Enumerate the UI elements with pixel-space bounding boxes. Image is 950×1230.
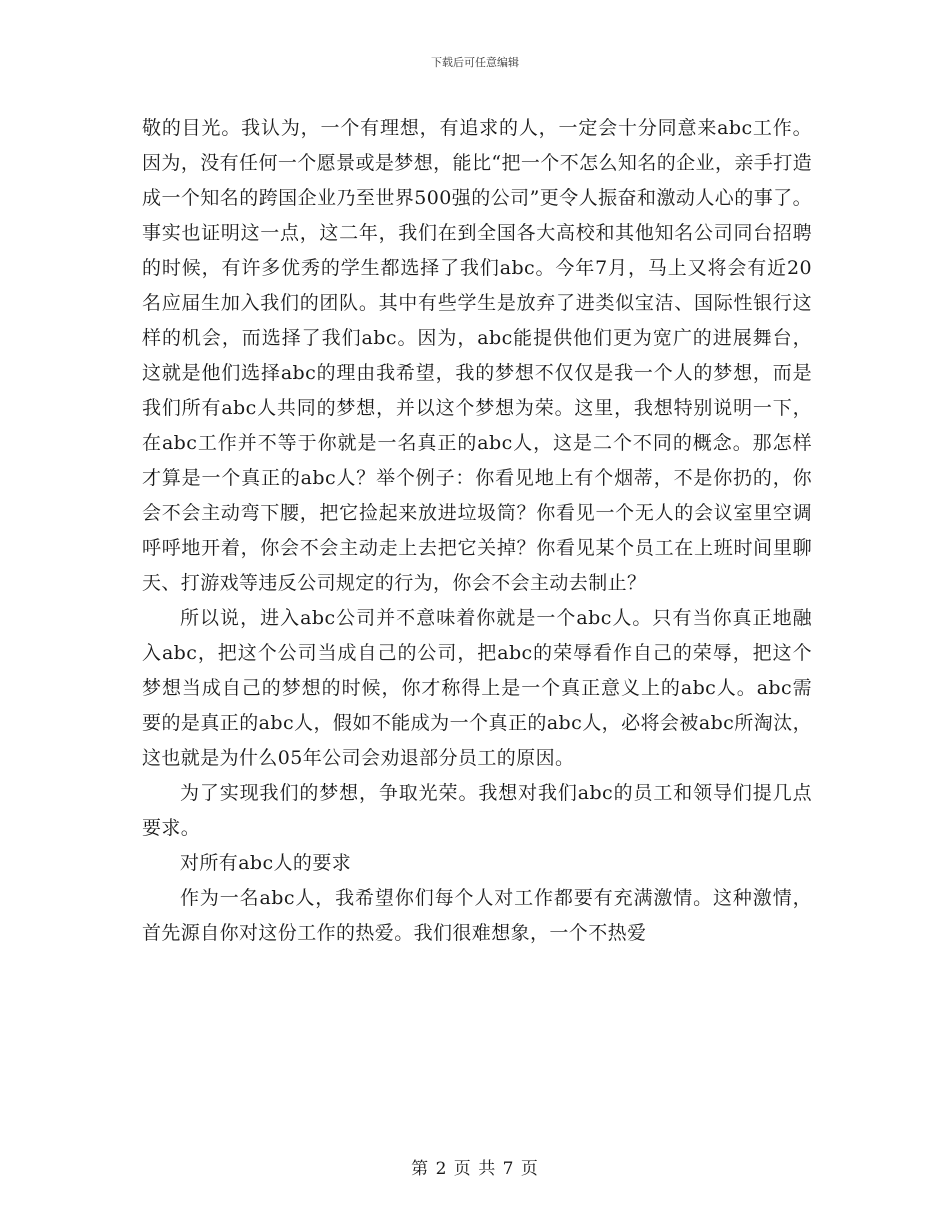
document-body — [142, 111, 812, 951]
paragraph-4: 作为一名abc人，我希望你们每个人对工作都要有充满激情。这种激情，首先源自你对这份工作的热爱。我们很难想象，一个不热爱 — [142, 887, 812, 944]
paragraph-3: 为了实现我们的梦想，争取光荣。我想对我们abc的员工和领导们提几点要求。 — [142, 782, 812, 839]
page-header: 下载后可任意编辑 — [431, 56, 519, 69]
page-footer: 第 2 页 共 7 页 — [411, 1159, 539, 1179]
paragraph-1: 敬的目光。我认为，一个有理想，有追求的人，一定会十分同意来abc工作。因为，没有任何一个愿景或是梦想，能比“把一个不怎么知名的企业，亲手打造成一个知名的跨国企业乃至世界500强的公司”更令人振奋和激动人心的事了。事实也证明这一点，这二年，我们在到全国各大高校和其他知名公司同台招聘的时候，有许多优秀的学生都选择了我们abc。今年7月，马上又将会有近20名应届生加入我们的团队。其中有些学生是放弃了进类似宝洁、国际性银行这样的机会，而选择了我们abc。因为，abc能提供他们更为宽广的进展舞台，这就是他们选择abc的理由我希望，我的梦想不仅仅是我一个人的梦想，而是我们所有abc人共同的梦想，并以这个梦想为荣。这里，我想特别说明一下，在abc工作并不等于你就是一名真正的abc人，这是二个不同的概念。那怎样才算是一个真正的abc人？举个例子：你看见地上有个烟蒂，不是你扔的，你会不会主动弯下腰，把它捡起来放进垃圾筒？你看见一个无人的会议室里空调呼呼地开着，你会不会主动走上去把它关掉？你看见某个员工在上班时间里聊天、打游戏等违反公司规定的行为，你会不会主动去制止？ — [142, 117, 812, 594]
paragraph-2: 所以说，进入abc公司并不意味着你就是一个abc人。只有当你真正地融入abc，把这个公司当成自己的公司，把abc的荣辱看作自己的荣辱，把这个梦想当成自己的梦想的时候，你才称得上是一个真正意义上的abc人。abc需要的是真正的abc人，假如不能成为一个真正的abc人，必将会被abc所淘汰，这也就是为什么05年公司会劝退部分员工的原因。 — [142, 607, 812, 769]
section-heading: 对所有abc人的要求 — [180, 852, 352, 874]
